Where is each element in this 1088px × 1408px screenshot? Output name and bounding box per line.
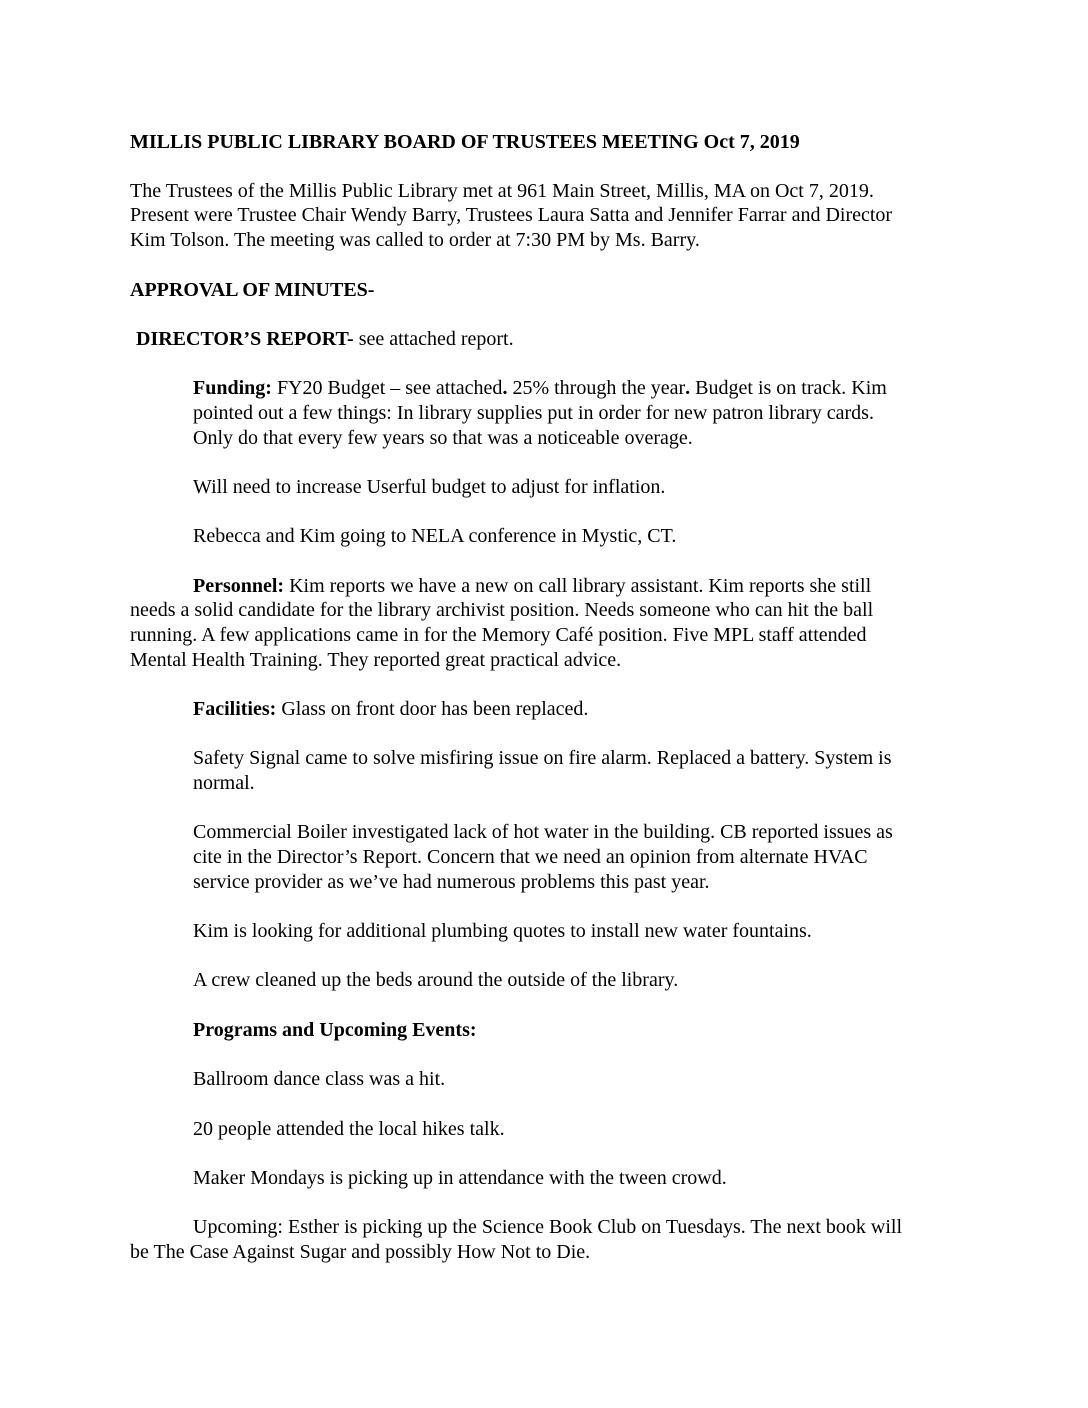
approval-heading: APPROVAL OF MINUTES- (130, 279, 375, 301)
director-report-line (136, 327, 514, 352)
funding-userful: Will need to increase Userful budget to adjust for inflation. (193, 476, 666, 498)
programs-upcoming-line-1: Upcoming: Esther is picking up the Science Book Club on Tuesdays. The next book will (193, 1216, 903, 1238)
facilities-plumbing: Kim is looking for additional plumbing quotes to install new water fountains. (193, 920, 812, 942)
intro-line-2: Present were Trustee Chair Wendy Barry, Trustees Laura Satta and Jennifer Farrar and Director (130, 204, 893, 226)
document-title: MILLIS PUBLIC LIBRARY BOARD OF TRUSTEES MEETING Oct 7, 2019 (130, 131, 800, 153)
personnel-line-1: Personnel: Kim reports we have a new on call library assistant. Kim reports she still (193, 575, 872, 597)
intro-line-1: The Trustees of the Millis Public Library met at 961 Main Street, Millis, MA on Oct 7, 2019. (130, 180, 874, 202)
funding-line-2: pointed out a few things: In library supplies put in order for new patron library cards. (193, 402, 874, 424)
director-report-heading: DIRECTOR’S REPORT- (136, 328, 354, 350)
facilities-line-1: Facilities: Glass on front door has been replaced. (193, 698, 589, 720)
facilities-safety-line-2: normal. (193, 772, 255, 794)
facilities-boiler-line-2: cite in the Director’s Report. Concern that we need an opinion from alternate HVAC (193, 846, 868, 868)
facilities-safety-line-1: Safety Signal came to solve misfiring issue on fire alarm. Replaced a battery. System is (193, 747, 892, 769)
facilities-label: Facilities: (193, 698, 277, 720)
director-report-text: see attached report. (353, 328, 514, 350)
personnel-line-3: running. A few applications came in for the Memory Café position. Five MPL staff attended (130, 624, 867, 646)
facilities-beds: A crew cleaned up the beds around the outside of the library. (193, 969, 679, 991)
funding-line-1: Funding: FY20 Budget – see attached. 25% through the year. Budget is on track. Kim (193, 377, 887, 399)
personnel-line-2: needs a solid candidate for the library archivist position. Needs someone who can hit the ball (130, 599, 874, 621)
programs-maker: Maker Mondays is picking up in attendance with the tween crowd. (193, 1167, 727, 1189)
programs-heading: Programs and Upcoming Events: (193, 1019, 477, 1041)
personnel-line-4: Mental Health Training. They reported great practical advice. (130, 649, 622, 671)
facilities-boiler-line-1: Commercial Boiler investigated lack of hot water in the building. CB reported issues as (193, 821, 893, 843)
programs-hikes: 20 people attended the local hikes talk. (193, 1118, 505, 1140)
intro-line-3: Kim Tolson. The meeting was called to order at 7:30 PM by Ms. Barry. (130, 229, 700, 251)
programs-ballroom: Ballroom dance class was a hit. (193, 1068, 446, 1090)
personnel-label: Personnel: (193, 575, 285, 597)
programs-upcoming-line-2: be The Case Against Sugar and possibly How Not to Die. (130, 1241, 591, 1263)
facilities-boiler-line-3: service provider as we’ve had numerous problems this past year. (193, 871, 710, 893)
funding-line-3: Only do that every few years so that was a noticeable overage. (193, 427, 693, 449)
funding-label: Funding: (193, 377, 272, 399)
funding-nela: Rebecca and Kim going to NELA conference in Mystic, CT. (193, 525, 677, 547)
